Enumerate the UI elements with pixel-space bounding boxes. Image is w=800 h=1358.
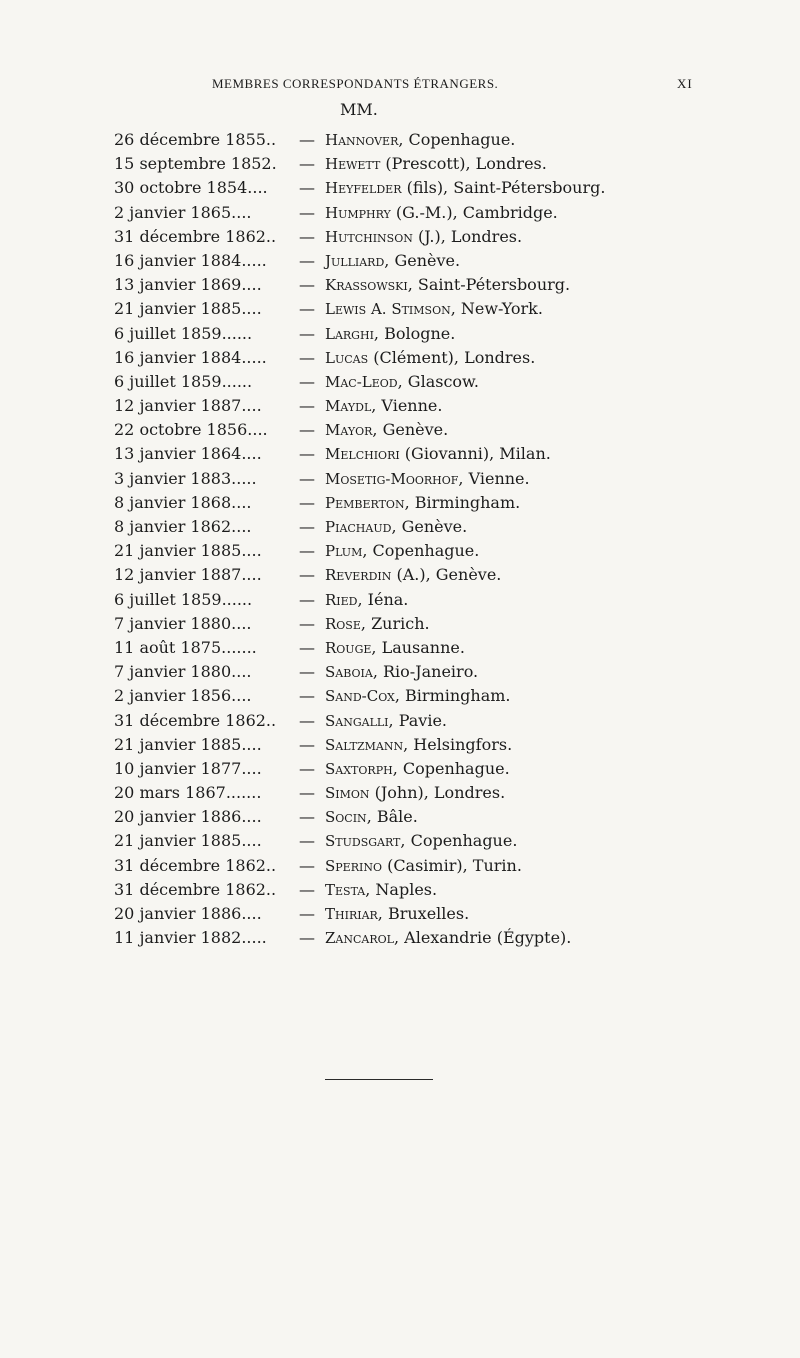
member-details: , Alexandrie (Égypte).: [393, 928, 572, 948]
member-details: , Iéna.: [357, 589, 409, 609]
entry-member: [325, 686, 511, 705]
entry-dash: —: [299, 879, 315, 899]
entry-date: 7 janvier 1880....: [114, 613, 252, 633]
entry-date: 13 janvier 1864....: [114, 444, 262, 464]
entry-member: [325, 348, 535, 367]
entry-date: 31 décembre 1862..: [114, 879, 277, 899]
list-item: [0, 299, 800, 323]
entry-member: [325, 372, 479, 391]
member-surname: Saboia: [325, 663, 373, 682]
entry-date: 6 juillet 1859......: [114, 371, 253, 391]
member-surname: Hutchinson: [325, 227, 413, 246]
member-details: (John), Londres.: [369, 783, 506, 803]
list-item: [0, 396, 800, 420]
list-item: [0, 251, 800, 275]
entry-member: [325, 565, 501, 584]
entry-dash: —: [299, 178, 315, 198]
list-item: [0, 324, 800, 348]
member-details: , Bruxelles.: [377, 904, 470, 923]
member-surname: Simon: [325, 784, 370, 803]
member-surname: Studsgart: [325, 832, 401, 851]
entry-date: 13 janvier 1869....: [114, 275, 262, 295]
entry-date: 21 janvier 1885....: [114, 299, 262, 319]
list-item: [0, 517, 800, 541]
entry-member: [325, 203, 558, 222]
running-title: MEMBRES CORRESPONDANTS ÉTRANGERS.: [212, 76, 499, 91]
list-item: [0, 420, 800, 444]
list-item: [0, 614, 800, 638]
member-details: (J.), Londres.: [412, 226, 523, 246]
member-details: , Copenhague.: [392, 758, 510, 778]
entry-date: 20 janvier 1886....: [114, 807, 262, 827]
member-surname: Mosetig-Moorhof: [325, 469, 459, 488]
member-details: , Helsingfors.: [403, 734, 513, 754]
entry-member: [325, 130, 515, 149]
entry-member: [325, 299, 543, 318]
list-item: [0, 904, 800, 928]
member-details: , Genève.: [391, 517, 468, 536]
member-surname: Pemberton: [325, 493, 405, 512]
list-item: [0, 469, 800, 493]
entry-dash: —: [299, 420, 315, 440]
entry-member: [325, 904, 469, 923]
entry-date: 16 janvier 1884.....: [114, 250, 267, 270]
entry-member: [325, 275, 570, 294]
member-surname: Mac-Leod: [325, 372, 398, 391]
list-item: [0, 807, 800, 831]
member-details: (Giovanni), Milan.: [399, 444, 551, 464]
member-surname: Julliard: [325, 251, 385, 270]
member-details: , Genève.: [384, 250, 461, 270]
member-surname: Testa: [325, 880, 366, 899]
entry-member: [325, 614, 430, 633]
entry-date: 12 janvier 1887....: [114, 396, 262, 416]
list-item: [0, 880, 800, 904]
member-surname: Heyfelder: [325, 179, 402, 198]
entry-dash: —: [299, 613, 315, 633]
entry-member: [325, 420, 448, 439]
list-item: [0, 686, 800, 710]
member-surname: Ried: [325, 590, 358, 609]
entry-date: 21 janvier 1885....: [114, 734, 262, 754]
entry-dash: —: [299, 275, 315, 295]
member-surname: Sperino: [325, 856, 382, 875]
entry-dash: —: [299, 130, 315, 149]
member-details: , Bologne.: [373, 323, 456, 343]
member-details: , New-York.: [450, 299, 543, 319]
entry-member: [325, 469, 530, 488]
entry-member: [325, 759, 510, 778]
entry-date: 7 janvier 1880....: [114, 662, 252, 682]
list-item: [0, 565, 800, 589]
member-surname: Melchiori: [325, 445, 400, 464]
member-surname: Piachaud: [325, 518, 392, 536]
entry-date: 15 septembre 1852.: [114, 154, 277, 174]
list-item: [0, 759, 800, 783]
entry-date: 6 juillet 1859......: [114, 323, 253, 343]
entry-date: 31 décembre 1862..: [114, 226, 277, 246]
entry-dash: —: [299, 637, 315, 657]
list-item: [0, 178, 800, 202]
member-surname: Rouge: [325, 638, 372, 657]
member-surname: Saltzmann: [325, 735, 404, 754]
member-details: (G.-M.), Cambridge.: [390, 202, 558, 222]
entry-dash: —: [299, 589, 315, 609]
list-item: [0, 711, 800, 735]
entry-dash: —: [299, 686, 315, 706]
entry-member: [325, 831, 517, 850]
entry-dash: —: [299, 371, 315, 391]
entry-member: [325, 856, 522, 875]
entry-member: [325, 735, 512, 754]
member-details: (Clément), Londres.: [368, 347, 536, 367]
entry-dash: —: [299, 396, 315, 416]
member-details: , Zurich.: [360, 613, 430, 633]
list-item: [0, 493, 800, 517]
entry-dash: —: [299, 541, 315, 561]
entry-member: [325, 783, 505, 802]
entry-member: [325, 711, 447, 730]
member-surname: Rose: [325, 614, 361, 633]
entry-date: 8 janvier 1868....: [114, 492, 252, 512]
entry-dash: —: [299, 347, 315, 367]
entry-member: [325, 324, 455, 343]
entry-dash: —: [299, 250, 315, 270]
entry-date: 30 octobre 1854....: [114, 178, 268, 198]
entry-dash: —: [299, 565, 315, 585]
entry-dash: —: [299, 734, 315, 754]
member-surname: Hewett: [325, 155, 381, 174]
member-surname: Sand-Cox: [325, 687, 395, 706]
list-item: [0, 783, 800, 807]
entry-dash: —: [299, 468, 315, 488]
entry-member: [325, 638, 465, 657]
entry-dash: —: [299, 202, 315, 222]
entry-dash: —: [299, 299, 315, 319]
entry-date: 10 janvier 1877....: [114, 758, 262, 778]
entry-dash: —: [299, 855, 315, 875]
list-item: [0, 735, 800, 759]
entry-date: 2 janvier 1865....: [114, 202, 252, 222]
member-details: , Genève.: [372, 420, 449, 440]
member-details: (A.), Genève.: [391, 565, 502, 585]
entry-date: 3 janvier 1883.....: [114, 468, 257, 488]
entry-date: 21 janvier 1885....: [114, 541, 262, 561]
member-surname: Lucas: [325, 348, 369, 367]
member-surname: Hannover: [325, 131, 399, 149]
member-surname: Larghi: [325, 324, 374, 343]
entry-dash: —: [299, 807, 315, 827]
entry-member: [325, 590, 408, 609]
member-surname: Zancarol: [325, 929, 394, 948]
entry-member: [325, 541, 479, 560]
entry-dash: —: [299, 904, 315, 923]
list-item: [0, 154, 800, 178]
list-item: [0, 831, 800, 855]
list-item: [0, 275, 800, 299]
list-item: [0, 541, 800, 565]
member-details: , Copenhague.: [398, 130, 516, 149]
entry-dash: —: [299, 323, 315, 343]
list-item: [0, 348, 800, 372]
entry-dash: —: [299, 831, 315, 851]
member-details: , Rio-Janeiro.: [372, 662, 479, 682]
entry-member: [325, 928, 571, 947]
entry-date: 31 décembre 1862..: [114, 710, 277, 730]
entry-dash: —: [299, 517, 315, 536]
entry-member: [325, 227, 522, 246]
entry-dash: —: [299, 783, 315, 803]
member-surname: Humphry: [325, 203, 391, 222]
member-surname: Plum: [325, 542, 363, 561]
entry-member: [325, 251, 460, 270]
member-details: , Glascow.: [397, 371, 479, 391]
section-label: MM.: [340, 100, 378, 119]
member-details: , Bâle.: [366, 807, 418, 827]
entry-date: 21 janvier 1885....: [114, 831, 262, 851]
member-surname: Sangalli: [325, 711, 389, 730]
member-list: [0, 130, 800, 952]
entry-date: 11 janvier 1882.....: [114, 928, 267, 948]
member-surname: Thiriar: [325, 905, 378, 923]
page-number: XI: [677, 76, 693, 91]
entry-dash: —: [299, 154, 315, 174]
entry-dash: —: [299, 928, 315, 948]
entry-date: 2 janvier 1856....: [114, 686, 252, 706]
entry-member: [325, 154, 547, 173]
member-details: (Prescott), Londres.: [380, 154, 547, 174]
member-details: , Copenhague.: [400, 831, 518, 851]
member-details: , Birmingham.: [394, 686, 511, 706]
member-details: , Lausanne.: [371, 637, 465, 657]
entry-member: [325, 178, 605, 197]
entry-member: [325, 517, 467, 536]
member-surname: Saxtorph: [325, 759, 393, 778]
entry-member: [325, 880, 437, 899]
end-rule: [325, 1079, 433, 1080]
list-item: [0, 928, 800, 952]
entry-member: [325, 662, 478, 681]
member-details: (fils), Saint-Pétersbourg.: [401, 178, 606, 198]
entry-date: 11 août 1875.......: [114, 637, 257, 657]
entry-date: 16 janvier 1884.....: [114, 347, 267, 367]
member-details: , Naples.: [365, 879, 438, 899]
member-details: , Vienne.: [458, 468, 530, 488]
member-details: , Birmingham.: [404, 492, 521, 512]
entry-date: 12 janvier 1887....: [114, 565, 262, 585]
member-surname: Krassowski: [325, 276, 408, 295]
list-item: [0, 444, 800, 468]
list-item: [0, 130, 800, 154]
entry-date: 20 janvier 1886....: [114, 904, 262, 923]
entry-member: [325, 396, 442, 415]
list-item: [0, 372, 800, 396]
entry-member: [325, 807, 418, 826]
entry-dash: —: [299, 662, 315, 682]
member-surname: Reverdin: [325, 566, 392, 585]
list-item: [0, 638, 800, 662]
member-surname: Lewis A. Stimson: [325, 300, 451, 319]
entry-date: 20 mars 1867.......: [114, 783, 262, 803]
list-item: [0, 856, 800, 880]
entry-date: 31 décembre 1862..: [114, 855, 277, 875]
entry-member: [325, 444, 551, 463]
entry-dash: —: [299, 492, 315, 512]
list-item: [0, 203, 800, 227]
list-item: [0, 590, 800, 614]
entry-date: 22 octobre 1856....: [114, 420, 268, 440]
member-details: (Casimir), Turin.: [381, 855, 522, 875]
member-details: , Saint-Pétersbourg.: [407, 275, 571, 295]
entry-dash: —: [299, 444, 315, 464]
entry-dash: —: [299, 710, 315, 730]
member-surname: Socin: [325, 808, 367, 827]
entry-dash: —: [299, 226, 315, 246]
entry-date: 26 décembre 1855..: [114, 130, 277, 149]
member-details: , Vienne.: [371, 396, 443, 416]
entry-date: 8 janvier 1862....: [114, 517, 252, 536]
entry-date: 6 juillet 1859......: [114, 589, 253, 609]
list-item: [0, 227, 800, 251]
member-surname: Mayor: [325, 421, 373, 440]
member-details: , Copenhague.: [362, 541, 480, 561]
entry-dash: —: [299, 758, 315, 778]
list-item: [0, 662, 800, 686]
member-surname: Maydl: [325, 397, 372, 416]
member-details: , Pavie.: [388, 710, 447, 730]
entry-member: [325, 493, 520, 512]
